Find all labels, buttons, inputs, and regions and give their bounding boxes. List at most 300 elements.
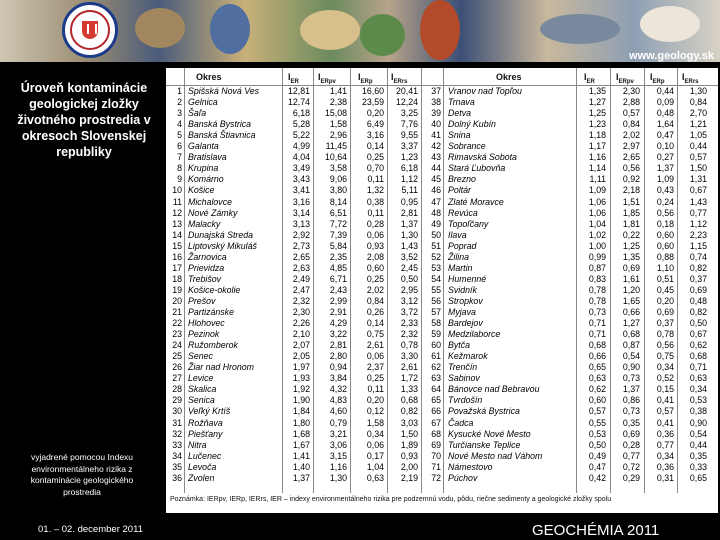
index-value: 0,60 xyxy=(366,262,384,273)
index-value: 0,43 xyxy=(656,185,674,196)
row-number: 41 xyxy=(431,130,441,141)
index-value: 2,02 xyxy=(622,130,640,141)
dinosaur-image xyxy=(360,14,405,56)
index-value: 0,25 xyxy=(366,373,384,384)
okres-name: Bratislava xyxy=(188,152,227,163)
okres-name: Dolný Kubín xyxy=(448,119,496,130)
index-value: 0,36 xyxy=(656,428,674,439)
index-value: 0,28 xyxy=(622,439,640,450)
row-number: 9 xyxy=(177,174,182,185)
row-number: 21 xyxy=(172,307,182,317)
index-value: 0,17 xyxy=(366,450,384,461)
col-head-ier: $I_{ER}$ xyxy=(288,72,299,85)
okres-name: Vranov nad Topľou xyxy=(448,86,522,96)
index-value: 1,84 xyxy=(292,406,310,417)
okres-name: Liptovský Mikuláš xyxy=(188,240,257,251)
index-value: 1,41 xyxy=(329,86,347,96)
index-value: 0,79 xyxy=(329,417,347,428)
index-value: 0,68 xyxy=(400,395,418,406)
conference-date: 01. – 02. december 2011 xyxy=(38,524,143,535)
okres-name: Žilina xyxy=(448,251,470,262)
index-value: 0,71 xyxy=(588,329,606,340)
index-value: 0,14 xyxy=(366,318,384,329)
row-number: 22 xyxy=(172,318,182,329)
row-number: 33 xyxy=(172,439,182,450)
okres-name: Spišská Nová Ves xyxy=(188,86,260,96)
index-value: 0,60 xyxy=(656,229,674,240)
col-head-ierpv: $I_{ERpv}$ xyxy=(318,72,336,85)
okres-name: Svidník xyxy=(448,284,477,295)
index-value: 0,34 xyxy=(656,362,674,373)
row-number: 50 xyxy=(431,229,441,240)
index-value: 3,30 xyxy=(400,351,418,362)
index-value: 0,47 xyxy=(656,130,674,141)
index-value: 0,69 xyxy=(622,428,640,439)
index-value: 0,20 xyxy=(366,395,384,406)
index-value: 3,03 xyxy=(400,417,418,428)
index-value: 0,50 xyxy=(400,273,418,284)
okres-name: Tvrdošín xyxy=(448,395,483,406)
okres-name: Senec xyxy=(188,351,213,362)
index-value: 0,27 xyxy=(656,152,674,163)
index-value: 0,82 xyxy=(689,307,707,317)
index-value: 0,78 xyxy=(588,295,606,306)
index-value: 1,17 xyxy=(588,141,606,152)
index-value: 7,72 xyxy=(329,218,347,229)
index-value: 0,69 xyxy=(622,262,640,273)
index-value: 1,23 xyxy=(588,119,606,130)
row-number: 25 xyxy=(172,351,182,362)
index-value: 0,56 xyxy=(656,340,674,351)
okres-name: Revúca xyxy=(448,207,478,218)
index-value: 6,18 xyxy=(400,163,418,174)
index-value: 2,19 xyxy=(400,472,418,483)
index-value: 0,63 xyxy=(366,472,384,483)
index-value: 1,18 xyxy=(588,130,606,141)
index-value: 3,22 xyxy=(329,329,347,340)
index-value: 3,37 xyxy=(400,141,418,152)
index-value: 2,88 xyxy=(622,97,640,108)
okres-name: Banská Štiavnica xyxy=(188,130,256,141)
index-value: 2,18 xyxy=(622,185,640,196)
index-value: 1,51 xyxy=(622,196,640,207)
index-value: 16,60 xyxy=(361,86,384,96)
index-value: 0,34 xyxy=(656,450,674,461)
index-value: 23,59 xyxy=(361,97,384,108)
row-number: 3 xyxy=(177,108,182,119)
index-value: 1,50 xyxy=(689,163,707,174)
index-value: 1,43 xyxy=(400,240,418,251)
okres-name: Humenné xyxy=(448,273,487,284)
index-value: 1,35 xyxy=(588,86,606,96)
okres-name: Sabinov xyxy=(448,373,480,384)
index-value: 1,81 xyxy=(622,218,640,229)
index-value: 4,29 xyxy=(329,318,347,329)
row-number: 66 xyxy=(431,406,441,417)
index-value: 0,62 xyxy=(689,340,707,351)
index-value: 15,08 xyxy=(324,108,347,119)
index-value: 0,65 xyxy=(588,362,606,373)
index-value: 2,07 xyxy=(292,340,310,351)
okres-name: Banská Bystrica xyxy=(188,119,252,130)
row-number: 18 xyxy=(172,273,182,284)
okres-name: Považská Bystrica xyxy=(448,406,520,417)
row-number: 59 xyxy=(431,329,441,340)
pterosaur-image xyxy=(540,14,620,44)
index-value: 2,35 xyxy=(329,251,347,262)
index-value: 0,37 xyxy=(689,273,707,284)
index-value: 0,48 xyxy=(689,295,707,306)
index-value: 0,99 xyxy=(588,251,606,262)
index-value: 3,15 xyxy=(329,450,347,461)
row-number: 8 xyxy=(177,163,182,174)
index-value: 2,95 xyxy=(400,284,418,295)
index-value: 8,14 xyxy=(329,196,347,207)
okres-name: Trenčín xyxy=(448,362,478,373)
index-value: 0,78 xyxy=(588,284,606,295)
index-value: 0,54 xyxy=(622,351,640,362)
row-number: 53 xyxy=(431,262,441,273)
index-value: 3,52 xyxy=(400,251,418,262)
index-value: 4,85 xyxy=(329,262,347,273)
okres-name: Michalovce xyxy=(188,196,233,207)
index-value: 0,82 xyxy=(400,406,418,417)
index-value: 0,56 xyxy=(622,163,640,174)
okres-name: Púchov xyxy=(448,472,478,483)
index-value: 1,41 xyxy=(292,450,310,461)
row-number: 45 xyxy=(431,174,441,185)
row-number: 42 xyxy=(431,141,441,152)
index-value: 1,37 xyxy=(292,472,310,483)
row-number: 14 xyxy=(172,229,182,240)
index-value: 1,97 xyxy=(292,362,310,373)
okres-name: Dunajská Streda xyxy=(188,229,254,240)
index-value: 2,10 xyxy=(292,329,310,340)
okres-name: Zlaté Moravce xyxy=(448,196,504,207)
row-number: 71 xyxy=(431,461,441,472)
index-value: 0,67 xyxy=(689,329,707,340)
col-head-ierp: $I_{ERp}$ xyxy=(358,72,373,85)
index-value: 3,58 xyxy=(329,163,347,174)
index-value: 2,91 xyxy=(329,307,347,317)
index-value: 2,38 xyxy=(329,97,347,108)
index-value: 0,53 xyxy=(588,428,606,439)
index-value: 2,80 xyxy=(329,351,347,362)
index-value: 0,26 xyxy=(366,307,384,317)
row-number: 29 xyxy=(172,395,182,406)
index-value: 0,62 xyxy=(588,384,606,395)
index-value: 0,41 xyxy=(656,395,674,406)
index-value: 0,36 xyxy=(656,461,674,472)
index-value: 0,69 xyxy=(656,307,674,317)
row-number: 63 xyxy=(431,373,441,384)
okres-name: Partizánske xyxy=(188,307,234,317)
row-number: 56 xyxy=(431,295,441,306)
index-value: 1,15 xyxy=(689,240,707,251)
row-number: 72 xyxy=(431,472,441,483)
okres-name: Martin xyxy=(448,262,473,273)
index-value: 1,33 xyxy=(400,384,418,395)
okres-name: Prievidza xyxy=(188,262,225,273)
index-value: 0,41 xyxy=(656,417,674,428)
index-value: 1,14 xyxy=(588,163,606,174)
index-value: 1,93 xyxy=(292,373,310,384)
index-value: 0,34 xyxy=(689,384,707,395)
row-number: 43 xyxy=(431,152,441,163)
okres-name: Trebišov xyxy=(188,273,222,284)
okres-name: Gelnica xyxy=(188,97,218,108)
index-value: 0,33 xyxy=(689,461,707,472)
row-number: 10 xyxy=(172,185,182,196)
table-footnote: Poznámka: IERpv, IERp, IERrs, IER – indexy environmentálneho rizika pre podzemnú vodu, pôdu, riečne sedimenty a geologické zložky spolu xyxy=(170,496,612,503)
index-value: 2,73 xyxy=(292,240,310,251)
index-value: 1,43 xyxy=(689,196,707,207)
index-value: 0,35 xyxy=(622,417,640,428)
index-value: 1,37 xyxy=(622,384,640,395)
row-number: 11 xyxy=(172,196,182,207)
index-value: 20,41 xyxy=(395,86,418,96)
index-value: 0,83 xyxy=(588,273,606,284)
index-value: 3,06 xyxy=(329,439,347,450)
okres-name: Senica xyxy=(188,395,215,406)
index-value: 1,04 xyxy=(588,218,606,229)
index-value: 1,37 xyxy=(400,218,418,229)
index-value: 1,30 xyxy=(329,472,347,483)
row-number: 26 xyxy=(172,362,182,373)
row-number: 57 xyxy=(431,307,441,317)
row-number: 17 xyxy=(172,262,182,273)
index-value: 0,84 xyxy=(689,97,707,108)
index-value: 2,23 xyxy=(689,229,707,240)
fossil-image xyxy=(135,8,185,48)
index-value: 0,94 xyxy=(329,362,347,373)
index-value: 1,65 xyxy=(622,295,640,306)
index-value: 0,88 xyxy=(656,251,674,262)
index-value: 0,68 xyxy=(689,351,707,362)
index-value: 0,82 xyxy=(689,262,707,273)
index-value: 3,72 xyxy=(400,307,418,317)
index-value: 1,06 xyxy=(588,207,606,218)
index-value: 5,22 xyxy=(292,130,310,141)
row-number: 58 xyxy=(431,318,441,329)
index-value: 2,32 xyxy=(400,329,418,340)
mineral-image xyxy=(210,4,250,54)
index-value: 2,26 xyxy=(292,318,310,329)
index-value: 2,43 xyxy=(329,284,347,295)
index-value: 0,66 xyxy=(588,351,606,362)
index-value: 1,31 xyxy=(689,174,707,185)
okres-name: Krupina xyxy=(188,163,219,174)
row-number: 6 xyxy=(177,141,182,152)
index-value: 1,06 xyxy=(588,196,606,207)
index-value: 2,45 xyxy=(400,262,418,273)
okres-name: Námestovo xyxy=(448,461,493,472)
okres-name: Nové Mesto nad Váhom xyxy=(448,450,543,461)
index-value: 0,87 xyxy=(588,262,606,273)
col-head-ier-2: $I_{ER}$ xyxy=(584,72,595,85)
index-value: 4,83 xyxy=(329,395,347,406)
index-value: 1,35 xyxy=(622,251,640,262)
index-value: 0,51 xyxy=(656,273,674,284)
index-value: 1,04 xyxy=(366,461,384,472)
index-value: 0,67 xyxy=(689,185,707,196)
okres-name: Turčianske Teplice xyxy=(448,439,521,450)
index-value: 1,05 xyxy=(689,130,707,141)
index-value: 0,71 xyxy=(689,362,707,373)
index-value: 1,25 xyxy=(622,240,640,251)
index-value: 3,49 xyxy=(292,163,310,174)
index-value: 1,72 xyxy=(400,373,418,384)
index-value: 0,87 xyxy=(622,340,640,351)
index-value: 0,70 xyxy=(366,163,384,174)
index-value: 6,51 xyxy=(329,207,347,218)
okres-name: Sobrance xyxy=(448,141,486,152)
index-value: 0,28 xyxy=(366,218,384,229)
okres-name: Bardejov xyxy=(448,318,483,329)
okres-name: Medzilaborce xyxy=(448,329,501,340)
okres-name: Kežmarok xyxy=(448,351,488,362)
index-value: 1,61 xyxy=(622,273,640,284)
index-value: 3,12 xyxy=(400,295,418,306)
okres-name: Snina xyxy=(448,130,471,141)
index-value: 2,99 xyxy=(329,295,347,306)
index-value: 1,80 xyxy=(292,417,310,428)
index-value: 0,52 xyxy=(656,373,674,384)
index-value: 4,04 xyxy=(292,152,310,163)
okres-name: Brezno xyxy=(448,174,476,185)
row-number: 13 xyxy=(172,218,182,229)
col-head-okres-2: Okres xyxy=(496,72,522,82)
index-value: 2,00 xyxy=(400,461,418,472)
index-value: 2,33 xyxy=(400,318,418,329)
shell-image xyxy=(300,10,360,50)
okres-name: Čadca xyxy=(448,417,474,428)
index-value: 0,54 xyxy=(689,428,707,439)
okres-name: Piešťany xyxy=(188,428,223,439)
index-value: 0,66 xyxy=(622,307,640,317)
index-value: 6,18 xyxy=(292,108,310,119)
index-value: 1,00 xyxy=(588,240,606,251)
index-value: 2,49 xyxy=(292,273,310,284)
society-logo xyxy=(62,2,118,58)
index-value: 1,12 xyxy=(689,218,707,229)
index-value: 1,16 xyxy=(329,461,347,472)
index-value: 0,57 xyxy=(622,108,640,119)
row-number: 23 xyxy=(172,329,182,340)
index-value: 0,53 xyxy=(689,395,707,406)
index-value: 2,30 xyxy=(292,307,310,317)
okres-name: Skalica xyxy=(188,384,217,395)
index-value: 0,73 xyxy=(622,406,640,417)
index-value: 6,71 xyxy=(329,273,347,284)
row-number: 62 xyxy=(431,362,441,373)
index-value: 0,75 xyxy=(656,351,674,362)
index-value: 0,65 xyxy=(689,472,707,483)
site-url[interactable]: www.geology.sk xyxy=(629,50,714,62)
index-value: 4,99 xyxy=(292,141,310,152)
index-value: 1,32 xyxy=(366,185,384,196)
index-value: 0,63 xyxy=(588,373,606,384)
okres-name: Stropkov xyxy=(448,295,483,306)
index-value: 12,81 xyxy=(287,86,310,96)
row-number: 24 xyxy=(172,340,182,351)
row-number: 69 xyxy=(431,439,441,450)
index-value: 0,22 xyxy=(622,229,640,240)
index-value: 0,35 xyxy=(689,450,707,461)
index-value: 3,41 xyxy=(292,185,310,196)
index-value: 0,14 xyxy=(366,141,384,152)
index-value: 1,23 xyxy=(400,152,418,163)
col-head-ierrs-2: $I_{ERrs}$ xyxy=(682,72,699,85)
row-number: 36 xyxy=(172,472,182,483)
row-number: 52 xyxy=(431,251,441,262)
index-value: 2,63 xyxy=(292,262,310,273)
index-value: 0,50 xyxy=(689,318,707,329)
index-value: 0,06 xyxy=(366,229,384,240)
okres-name: Kysucké Nové Mesto xyxy=(448,428,531,439)
index-value: 0,73 xyxy=(588,307,606,317)
row-number: 31 xyxy=(172,417,182,428)
index-value: 3,13 xyxy=(292,218,310,229)
index-value: 1,20 xyxy=(622,284,640,295)
row-number: 32 xyxy=(172,428,182,439)
index-value: 0,44 xyxy=(689,439,707,450)
index-value: 1,50 xyxy=(400,428,418,439)
index-value: 0,50 xyxy=(588,439,606,450)
row-number: 35 xyxy=(172,461,182,472)
index-value: 7,76 xyxy=(400,119,418,130)
okres-name: Bytča xyxy=(448,340,471,351)
row-number: 40 xyxy=(431,119,441,130)
index-value: 0,72 xyxy=(622,461,640,472)
index-value: 0,73 xyxy=(622,373,640,384)
slide-note: vyjadrené pomocou Indexu environmentálneho rizika z kontaminácie geologického prostredia xyxy=(30,452,134,497)
index-value: 0,55 xyxy=(588,417,606,428)
row-number: 37 xyxy=(431,86,441,96)
row-number: 1 xyxy=(177,86,182,96)
row-number: 46 xyxy=(431,185,441,196)
index-value: 4,32 xyxy=(329,384,347,395)
index-value: 0,15 xyxy=(656,384,674,395)
row-number: 19 xyxy=(172,284,182,295)
index-value: 0,60 xyxy=(588,395,606,406)
index-value: 2,81 xyxy=(329,340,347,351)
row-number: 70 xyxy=(431,450,441,461)
index-value: 11,45 xyxy=(325,141,347,152)
index-value: 3,25 xyxy=(400,108,418,119)
row-number: 5 xyxy=(177,130,182,141)
index-value: 9,06 xyxy=(329,174,347,185)
index-value: 0,25 xyxy=(366,273,384,284)
col-head-okres: Okres xyxy=(196,72,222,82)
index-value: 0,20 xyxy=(366,108,384,119)
index-value: 3,14 xyxy=(292,207,310,218)
index-value: 2,92 xyxy=(292,229,310,240)
index-value: 2,32 xyxy=(292,295,310,306)
index-value: 0,11 xyxy=(367,384,384,395)
index-value: 1,27 xyxy=(622,318,640,329)
okres-name: Nové Zámky xyxy=(188,207,238,218)
index-value: 0,06 xyxy=(366,439,384,450)
index-value: 0,75 xyxy=(366,329,384,340)
row-number: 20 xyxy=(172,295,182,306)
row-number: 12 xyxy=(172,207,182,218)
index-value: 1,89 xyxy=(400,439,418,450)
col-head-ierp-2: $I_{ERp}$ xyxy=(650,72,665,85)
row-number: 27 xyxy=(172,373,182,384)
okres-name: Ilava xyxy=(448,229,467,240)
row-number: 67 xyxy=(431,417,441,428)
